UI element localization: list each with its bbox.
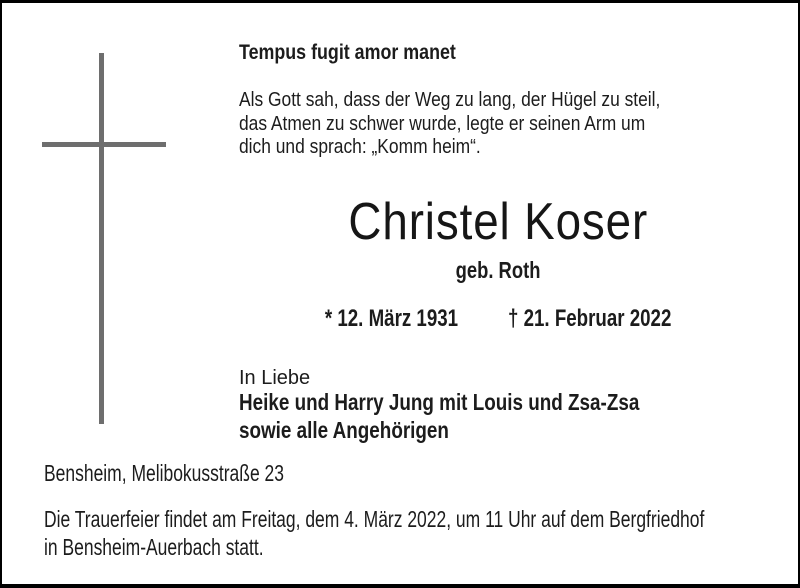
memorial-verse-lines	[239, 89, 660, 160]
address-text: Bensheim, Melibokusstraße 23	[44, 460, 284, 486]
maiden-name-row	[235, 258, 762, 283]
address-line	[44, 460, 360, 486]
motto	[239, 41, 494, 64]
death-date: † 21. Februar 2022	[508, 305, 672, 332]
mourners-line-2: sowie alle Angehörigen	[239, 417, 449, 443]
mourners-line-1: Heike und Harry Jung mit Louis und Zsa-Zsa	[239, 389, 640, 415]
funeral-line-2: in Bensheim-Auerbach statt.	[44, 534, 264, 560]
cross-vertical-bar	[99, 53, 104, 424]
deceased-name: Christel Koser	[348, 193, 649, 251]
mourners-lines	[239, 388, 639, 444]
funeral-line-1: Die Trauerfeier findet am Freitag, dem 4. März 2022, um 11 Uhr auf dem Bergfriedhof	[44, 506, 705, 532]
memorial-verse	[239, 89, 723, 160]
funeral-info	[44, 505, 800, 561]
motto-text: Tempus fugit amor manet	[239, 41, 456, 64]
verse-line-2: das Atmen zu schwer wurde, legte er seinen Arm um	[239, 112, 646, 135]
deceased-name-row	[235, 193, 762, 251]
verse-line-1: Als Gott sah, dass der Weg zu lang, der Hügel zu steil,	[239, 89, 661, 111]
birth-date: * 12. März 1931	[325, 305, 459, 332]
mourners	[239, 388, 727, 444]
farewell-line: In Liebe	[239, 367, 311, 389]
life-dates-row	[235, 306, 762, 332]
life-dates	[325, 306, 672, 332]
verse-line-3: dich und sprach: „Komm heim“.	[239, 136, 481, 158]
maiden-name: geb. Roth	[456, 257, 541, 283]
funeral-info-lines	[44, 505, 704, 561]
cross-horizontal-bar	[42, 142, 166, 147]
